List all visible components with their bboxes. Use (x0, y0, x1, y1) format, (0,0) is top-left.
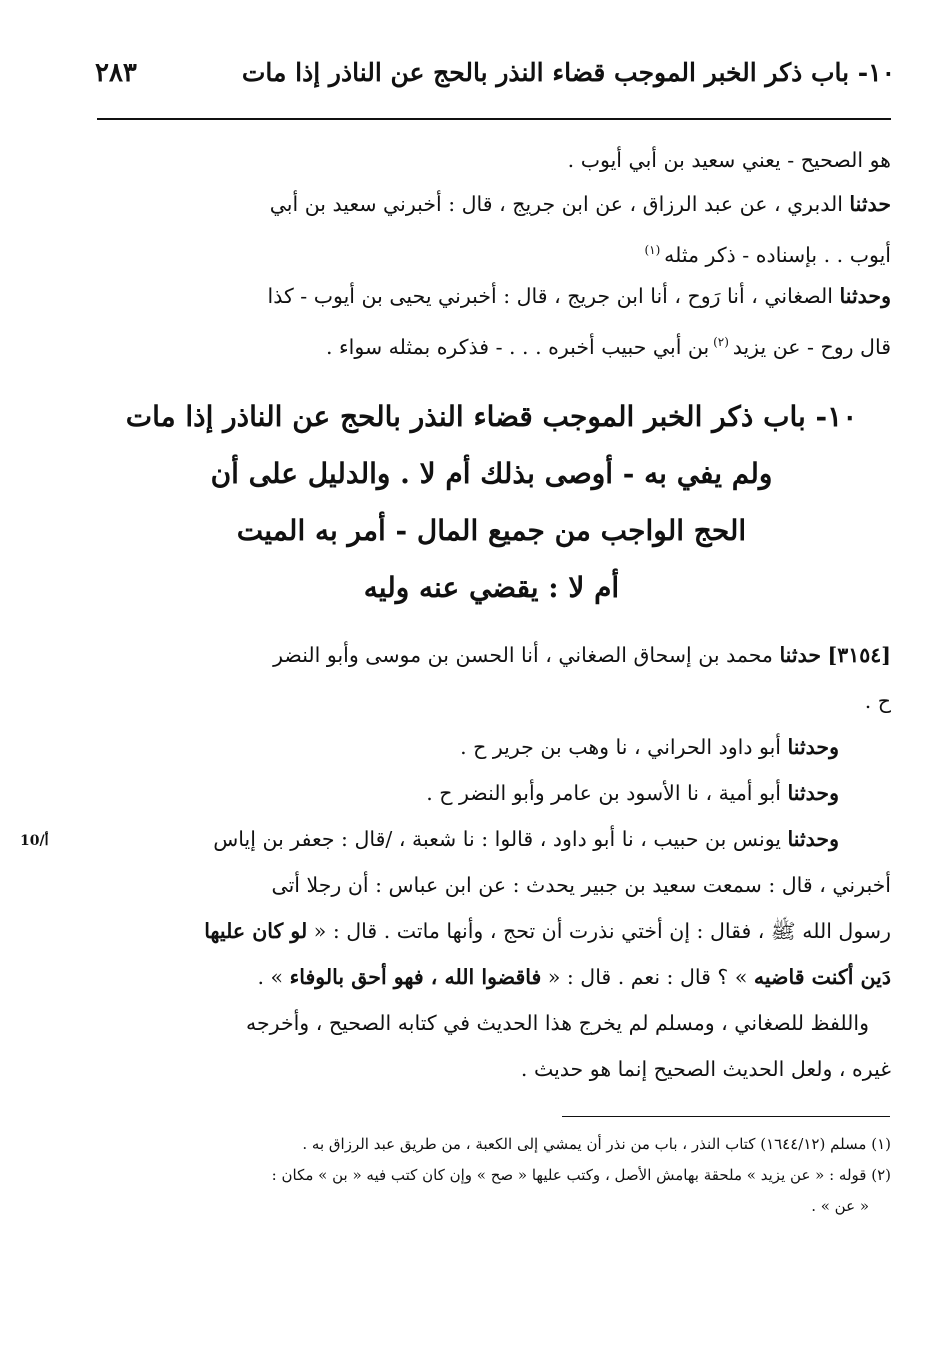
footnote: (٢) قوله : « عن يزيد » ملحقة بهامش الأصل ، وكتب عليها « صح » وإن كان كتب فيه « بن » مكان : (271, 1166, 891, 1184)
footnotes (92, 1129, 891, 1222)
footnote: (١) مسلم (١٦٤٤/١٢) كتاب النذر ، باب من نذر أن يمشي إلى الكعبة ، من طريق عبد الرزاق به . (302, 1135, 891, 1153)
text-segment: أيوب . . بإسناده - ذكر مثله (664, 242, 891, 267)
text-line (92, 724, 891, 770)
chapter-heading (92, 388, 891, 616)
text-line: أخبرني ، قال : سمعت سعيد بن جبير يحدث : عن ابن عباس : أن رجلا أتى (271, 873, 891, 897)
text-segment: » ؟ قال : نعم . قال : « (541, 965, 754, 989)
header-rule (97, 118, 891, 120)
text-segment: الدبري ، عن عبد الرزاق ، عن ابن جريج ، قال : أخبرني سعيد بن أبي (269, 192, 850, 216)
narration-lead: وحدثنا (839, 284, 891, 308)
footnote-marker-2: (٢) (709, 335, 733, 349)
page-number: ٢٨٣ (95, 58, 137, 88)
footnote-rule (562, 1116, 890, 1117)
narration-lead: وحدثنا (787, 781, 839, 805)
text-line (92, 954, 891, 1000)
paragraph-2 (92, 181, 891, 278)
text-line (92, 816, 891, 862)
paragraph-3 (92, 273, 891, 370)
text-line: هو الصحيح - يعني سعيد بن أبي أيوب . (567, 148, 891, 172)
running-title: ١٠- باب ذكر الخبر الموجب قضاء النذر بالحج عن الناذر إذا مات (241, 58, 895, 87)
text-segment: يونس بن حبيب ، نا أبو داود ، قالوا : نا شعبة ، /قال : جعفر بن إياس (213, 827, 788, 851)
text-segment: » . (257, 965, 290, 989)
text-segment: قال روح - عن يزيد (732, 334, 891, 359)
manuscript-folio-note: 10/أ (20, 833, 49, 849)
text-line: ح . (864, 689, 891, 713)
prophetic-saying: دَين أكنت قاضيه (753, 965, 891, 989)
footnote: « عن » . (811, 1197, 869, 1215)
narration-lead: وحدثنا (787, 735, 839, 759)
text-line: غيره ، ولعل الحديث الصحيح إنما هو حديث . (520, 1057, 891, 1081)
heading-line: أم لا : يقضي عنه وليه (363, 571, 620, 604)
text-line (92, 227, 891, 278)
text-segment: أبو أمية ، نا الأسود بن عامر وأبو النضر ح . (426, 781, 788, 805)
footnote-marker-1: (١) (644, 243, 665, 257)
heading-line: الحج الواجب من جميع المال - أمر به الميت (236, 514, 747, 547)
page-header (95, 58, 895, 104)
text-line (92, 181, 891, 227)
text-segment: محمد بن إسحاق الصغاني ، أنا الحسن بن موسى وأبو النضر (273, 643, 780, 667)
hadith-number: [٣١٥٤] (827, 643, 891, 667)
text-line (92, 770, 891, 816)
heading-line: ١٠- باب ذكر الخبر الموجب قضاء النذر بالحج عن الناذر إذا مات (125, 400, 858, 433)
text-line (92, 273, 891, 319)
prophetic-saying: فاقضوا الله ، فهو أحق بالوفاء (289, 965, 542, 989)
closing-paragraph (92, 1000, 891, 1092)
text-line (92, 908, 891, 954)
text-segment: الصغاني ، أنا رَوح ، أنا ابن جريج ، قال : أخبرني يحيى بن أيوب - كذا (267, 284, 840, 308)
prophetic-saying: لو كان عليها (204, 919, 308, 943)
narration-lead: حدثنا (779, 643, 822, 667)
text-segment: بن أبي حبيب أخبره . . . - فذكره بمثله سواء . (326, 334, 710, 359)
text-line (92, 319, 891, 370)
text-segment: رسول الله ﷺ ، فقال : إن أختي نذرت أن تحج ، وأنها ماتت . قال : « (307, 919, 891, 943)
narration-lead: وحدثنا (787, 827, 839, 851)
paragraph-1 (92, 137, 891, 183)
narration-lead: حدثنا (849, 192, 891, 216)
text-line (92, 632, 891, 678)
text-line: واللفظ للصغاني ، ومسلم لم يخرج هذا الحديث في كتابه الصحيح ، وأخرجه (245, 1011, 869, 1035)
text-segment: أبو داود الحراني ، نا وهب بن جرير ح . (460, 735, 788, 759)
heading-line: ولم يفي به - أوصى بذلك أم لا . والدليل على أن (210, 457, 773, 490)
hadith-block (92, 632, 891, 1000)
